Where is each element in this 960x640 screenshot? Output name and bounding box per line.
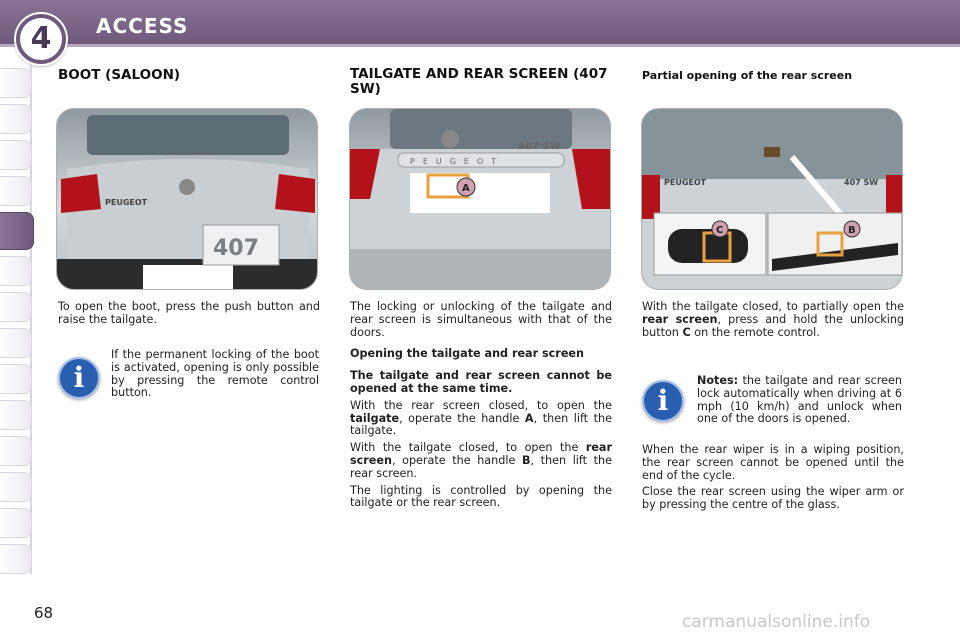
rear-screen-photo bbox=[641, 108, 903, 290]
side-tab-14[interactable] bbox=[0, 544, 32, 574]
tailgate-p2-end: , then lift the rear screen. bbox=[350, 453, 612, 480]
side-tab-2[interactable] bbox=[0, 104, 32, 134]
tailgate-p1-handle: A bbox=[524, 411, 534, 425]
tailgate-p1-mid: , operate the handle bbox=[399, 411, 525, 425]
boot-body-text: To open the boot, press the push button and raise the tailgate. bbox=[58, 300, 320, 326]
page-number: 68 bbox=[34, 604, 54, 622]
boot-info-note: If the permanent locking of the boot is activated, opening is only possible by pressing the remote control button. bbox=[111, 348, 319, 400]
rear-screen-column-tail bbox=[642, 444, 904, 516]
rear-p1-bold: rear screen bbox=[642, 312, 718, 326]
side-tab-active[interactable] bbox=[0, 212, 34, 250]
rear-notes-text: the tailgate and rear screen lock automatically when driving at 6 mph (10 km/h) and unlock when one of the doors is opened. bbox=[697, 374, 902, 426]
side-tab-1[interactable] bbox=[0, 68, 32, 98]
side-tab-9[interactable] bbox=[0, 364, 32, 394]
tailgate-p2-mid: , operate the handle bbox=[391, 453, 522, 467]
side-tab-7[interactable] bbox=[0, 292, 32, 322]
tailgate-p2-handle: B bbox=[521, 453, 531, 467]
side-tab-11[interactable] bbox=[0, 436, 32, 466]
tailgate-subheading: Opening the tailgate and rear screen bbox=[350, 347, 584, 361]
rear-p1-start: With the tailgate closed, to partially open the bbox=[642, 300, 904, 313]
tailgate-photo-model: 407 SW bbox=[518, 141, 561, 152]
tailgate-p1-start: With the rear screen closed, to open the bbox=[350, 398, 612, 412]
rear-para-2: When the rear wiper is in a wiping position, the rear screen cannot be opened until the end of the cycle. bbox=[642, 443, 904, 482]
boot-heading: BOOT (SALOON) bbox=[58, 67, 181, 83]
boot-photo bbox=[56, 108, 318, 290]
tailgate-intro: The locking or unlocking of the tailgate and rear screen is simultaneous with that of the doors. bbox=[350, 300, 612, 339]
tailgate-para-2 bbox=[350, 442, 612, 480]
chapter-badge bbox=[16, 14, 66, 64]
rear-p1-button: C bbox=[682, 325, 691, 339]
rear-p1-end: on the remote control. bbox=[690, 325, 820, 339]
chapter-title: ACCESS bbox=[96, 14, 189, 38]
partial-opening-heading: Partial opening of the rear screen bbox=[642, 69, 853, 82]
boot-photo-badge: PEUGEOT bbox=[105, 198, 148, 207]
rear-notes bbox=[697, 375, 902, 426]
rear-notes-label: Notes: bbox=[697, 374, 739, 387]
tailgate-warning: The tailgate and rear screen cannot be opened at the same time. bbox=[350, 369, 612, 395]
tailgate-para-3: The lighting is controlled by opening the tailgate or the rear screen. bbox=[350, 483, 612, 510]
side-tab-10[interactable] bbox=[0, 400, 32, 430]
rear-screen-para-1 bbox=[642, 301, 904, 339]
side-tab-3[interactable] bbox=[0, 140, 32, 170]
side-tab-12[interactable] bbox=[0, 472, 32, 502]
rear-callout-c: C bbox=[716, 225, 724, 236]
tailgate-p1-bold: tailgate bbox=[350, 411, 400, 425]
tailgate-para-1 bbox=[350, 400, 612, 438]
chapter-number: 4 bbox=[30, 21, 52, 56]
side-tab-8[interactable] bbox=[0, 328, 32, 358]
tailgate-column-text bbox=[350, 301, 612, 514]
info-icon: i bbox=[642, 380, 684, 422]
tailgate-photo-badge: PEUGEOT bbox=[410, 157, 505, 166]
rear-callout-b: B bbox=[848, 225, 856, 236]
rear-para-3: Close the rear screen using the wiper arm or by pressing the centre of the glass. bbox=[642, 485, 904, 512]
info-icon: i bbox=[58, 357, 100, 399]
rear-p1-mid: , press and hold the unlocking button bbox=[642, 312, 905, 339]
side-tab-4[interactable] bbox=[0, 176, 32, 206]
watermark: carmanualsonline.info bbox=[682, 612, 871, 632]
side-tab-13[interactable] bbox=[0, 508, 32, 538]
boot-photo-badge-407: 407 bbox=[213, 236, 259, 261]
rear-photo-model: 407 SW bbox=[844, 178, 879, 187]
side-tab-6[interactable] bbox=[0, 256, 32, 286]
tailgate-photo bbox=[349, 108, 611, 290]
tailgate-p2-bold: rear screen bbox=[350, 441, 612, 467]
tailgate-callout-a: A bbox=[462, 183, 470, 194]
header-divider bbox=[0, 44, 960, 47]
rear-photo-badge: PEUGEOT bbox=[664, 178, 707, 187]
tailgate-p1-end: , then lift the tailgate. bbox=[350, 411, 612, 438]
tailgate-heading: TAILGATE AND REAR SCREEN (407 SW) bbox=[350, 66, 608, 97]
tailgate-p2-start: With the tailgate closed, to open the bbox=[350, 441, 586, 455]
